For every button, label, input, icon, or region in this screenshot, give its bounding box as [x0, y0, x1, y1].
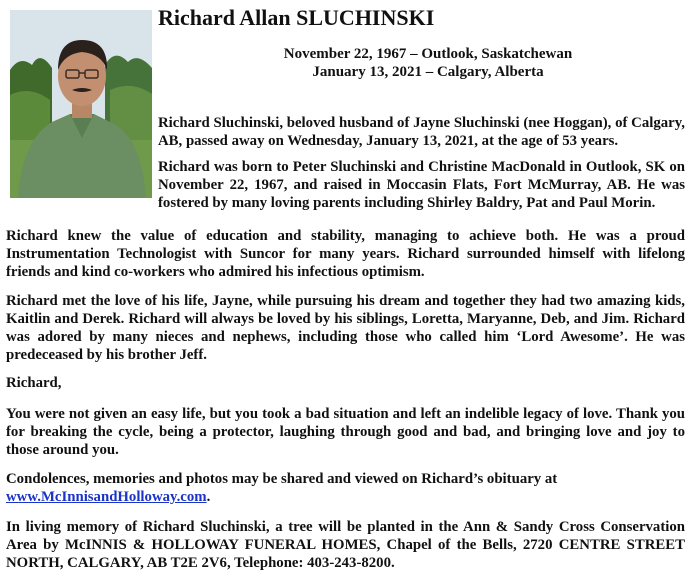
paragraph-family: Richard met the love of his life, Jayne, while pursuing his dream and together they had two amazing kids, Kaitlin and Derek. Richard will always be loved by his siblings, Loretta, Maryanne, Deb, and Jim. Richard was adored by many nieces and nephews, including those who called him ‘Lord Awesome’. He was predeceased by his brother Jeff.	[6, 293, 685, 363]
paragraph-career: Richard knew the value of education and stability, managing to achieve both. He was a proud Instrumentation Technologist with Suncor for many years. Richard surrounded himself with lifelong friends and kind co-workers who admired his infectious optimism.	[6, 228, 685, 280]
deceased-name: Richard Allan SLUCHINSKI	[158, 5, 435, 30]
paragraph-memorial: In living memory of Richard Sluchinski, a tree will be planted in the Ann & Sandy Cross Conservation Area by McINNIS & HOLLOWAY FUNERAL HOMES, Chapel of the Bells, 2720 CENTRE STREET NORTH, CALGARY, AB T2E 2V6, Telephone: 403-243-8200.	[6, 519, 685, 571]
paragraph-early-life: Richard was born to Peter Sluchinski and Christine MacDonald in Outlook, SK on November 22, 1967, and raised in Moccasin Flats, Fort McMurray, AB. He was fostered by many loving parents including Shirley Baldry, Pat and Paul Morin.	[158, 159, 685, 211]
portrait-photo	[10, 10, 152, 198]
funeral-home-link[interactable]: www.McInnisandHolloway.com	[6, 489, 207, 505]
dates-block	[158, 45, 698, 81]
condolences-text: Condolences, memories and photos may be shared and viewed on Richard’s obituary at	[6, 471, 558, 487]
condolences-end: .	[206, 489, 211, 505]
birth-line: November 22, 1967 – Outlook, Saskatchewan	[283, 46, 573, 62]
death-line: January 13, 2021 – Calgary, Alberta	[312, 64, 544, 80]
condolences-link-line	[6, 488, 685, 506]
paragraph-condolences	[6, 470, 685, 506]
paragraph-announcement: Richard Sluchinski, beloved husband of Jayne Sluchinski (nee Hoggan), of Calgary, AB, passed away on Wednesday, January 13, 2021, at the age of 53 years.	[158, 115, 685, 149]
paragraph-tribute: You were not given an easy life, but you took a bad situation and left an indelible legacy of love. Thank you for breaking the cycle, being a protector, laughing through good and bad, and bringing love and joy to those around you.	[6, 406, 685, 458]
paragraph-salutation: Richard,	[6, 375, 62, 391]
